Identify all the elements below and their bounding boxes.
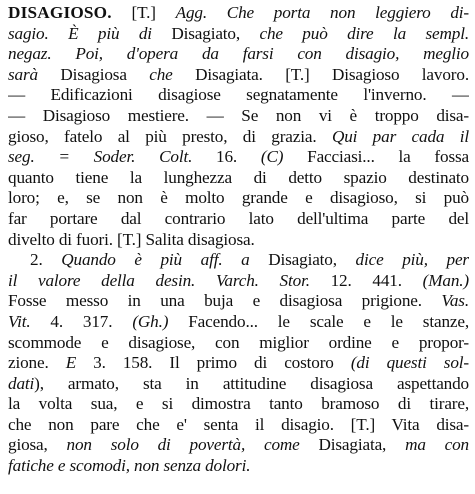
text-run: ), armato, sta in attitudine disagiosa aspettando	[34, 373, 469, 393]
text-run: 16.	[216, 147, 261, 167]
text-line	[8, 85, 469, 106]
text-run: E	[65, 353, 94, 373]
text-run: Quando è più aff. a	[61, 250, 269, 270]
text-run: Vas.	[441, 291, 469, 311]
headword: DISAGIOSO.	[8, 3, 112, 22]
text-run: loro; e, se non è molto grande e disagioso, si può	[8, 188, 469, 208]
text-run: il valore della desin. Varch. Stor.	[8, 270, 331, 290]
text-line	[8, 209, 469, 230]
text-line	[8, 24, 469, 45]
text-line	[8, 147, 469, 168]
text-line	[8, 415, 469, 436]
text-run: sarà	[8, 64, 61, 84]
text-run: Fosse messo in una buja e disagiosa prigione.	[8, 291, 442, 311]
text-line	[8, 188, 469, 209]
text-line	[8, 333, 469, 354]
text-line	[8, 168, 469, 189]
entry-text	[8, 3, 469, 477]
text-run: — Edificazioni disagiose segnatamente l'inverno. —	[8, 85, 469, 105]
text-run: Disagiata,	[318, 435, 406, 455]
text-line	[8, 353, 469, 374]
text-line	[8, 435, 469, 456]
text-run: (C)	[260, 147, 308, 167]
text-run: 4. 317.	[50, 311, 133, 331]
text-run: Disagiato,	[171, 23, 260, 43]
text-line	[8, 291, 469, 312]
text-run: 2.	[30, 250, 62, 270]
text-line	[8, 271, 469, 292]
text-run: Disagiato,	[268, 250, 356, 270]
text-run: far portare dal contrario lato dell'ultima parte del	[8, 208, 469, 228]
text-run: seg. = Soder. Colt.	[8, 147, 217, 167]
text-run: divelto di fuori. [T.] Salita disagiosa.	[8, 229, 255, 249]
text-run: Disagiosa	[60, 64, 150, 84]
text-run: gioso, fatelo al più presto, di grazia.	[8, 126, 332, 146]
text-line	[8, 456, 469, 477]
text-run: zione.	[8, 353, 66, 373]
text-line	[8, 65, 469, 86]
text-run: Facendo... le scale e le stanze,	[188, 311, 469, 331]
text-run: — Disagioso mestiere. — Se non vi è troppo disa-	[8, 105, 469, 125]
text-run: (Gh.)	[132, 311, 189, 331]
text-line	[8, 394, 469, 415]
text-line	[8, 127, 469, 148]
text-line	[8, 250, 469, 271]
text-run: [T.]	[111, 3, 176, 22]
text-run: 12. 441.	[330, 270, 423, 290]
text-run: ma con	[405, 435, 469, 455]
text-run: non solo di povertà, come	[66, 435, 319, 455]
text-run: Vit.	[8, 311, 51, 331]
text-line	[8, 312, 469, 333]
text-line	[8, 3, 469, 24]
text-run: negaz. Poi, d'opera da farsi con disagio, meglio	[8, 44, 469, 64]
text-run: giosa,	[8, 435, 67, 455]
text-run: la volta sua, e si dimostra tanto bramoso di tirare,	[8, 394, 469, 414]
text-run: scommode e disagiose, con miglior ordine e propor-	[8, 332, 469, 352]
text-line	[8, 230, 469, 251]
text-run: dati	[8, 373, 35, 393]
text-run: Facciasi... la fossa	[307, 147, 469, 167]
text-run: che non pare che e' senta il disagio. [T.] Vita disa-	[8, 414, 469, 434]
text-run: (Man.)	[422, 270, 469, 290]
text-run: che può dire la sempl.	[259, 23, 469, 43]
text-line	[8, 44, 469, 65]
text-run: Qui par cada il	[331, 126, 469, 146]
text-run: quanto tiene la lunghezza di detto spazio destinato	[8, 167, 469, 187]
text-line	[8, 374, 469, 395]
text-run: Disagiata. [T.] Disagioso lavoro.	[195, 64, 469, 84]
text-run: Agg. Che porta non leggiero di-	[175, 3, 469, 22]
text-run: fatiche e scomodi, non senza dolori.	[8, 456, 251, 476]
text-run: sagio. È più di	[8, 23, 172, 43]
text-run: che	[149, 64, 196, 84]
text-line	[8, 106, 469, 127]
text-run: (di questi sol-	[350, 353, 469, 373]
text-run: 3. 158. Il primo di costoro	[93, 353, 351, 373]
text-run: dice più, per	[355, 250, 469, 270]
